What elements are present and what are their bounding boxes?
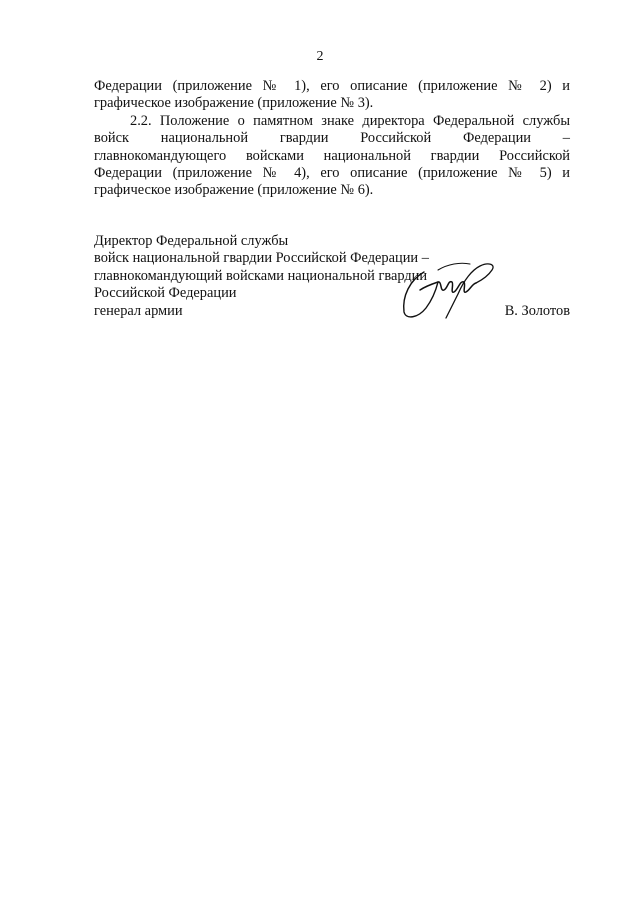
document-body [94, 78, 570, 200]
signatory-title-line: Российской Федерации [94, 285, 237, 302]
signatory-rank: генерал армии [94, 302, 183, 319]
paragraph-line: графическое изображение (приложение № 6). [94, 182, 374, 199]
paragraph-line: 2.2. Положение о памятном знаке директора Федеральной службы [130, 112, 570, 129]
signatory-name: В. Золотов [504, 302, 570, 319]
signatory-title-line: Директор Федеральной службы [94, 233, 289, 249]
page-number: 2 [316, 49, 324, 64]
paragraph-line: главнокомандующего войсками национальной гвардии Российской [94, 147, 570, 164]
signatory-title-line: войск национальной гвардии Российской Федерации – [94, 250, 429, 267]
handwritten-signature-icon [392, 250, 502, 325]
paragraph-line: Федерации (приложение № 1), его описание (приложение № 2) и [94, 78, 570, 94]
paragraph-line: войск национальной гвардии Российской Федерации – [94, 130, 570, 147]
signatory-title-line: главнокомандующий войсками национальной гвардии [94, 267, 428, 284]
paragraph-line: графическое изображение (приложение № 3). [94, 95, 374, 112]
paragraph-line: Федерации (приложение № 4), его описание (приложение № 5) и [94, 165, 570, 182]
